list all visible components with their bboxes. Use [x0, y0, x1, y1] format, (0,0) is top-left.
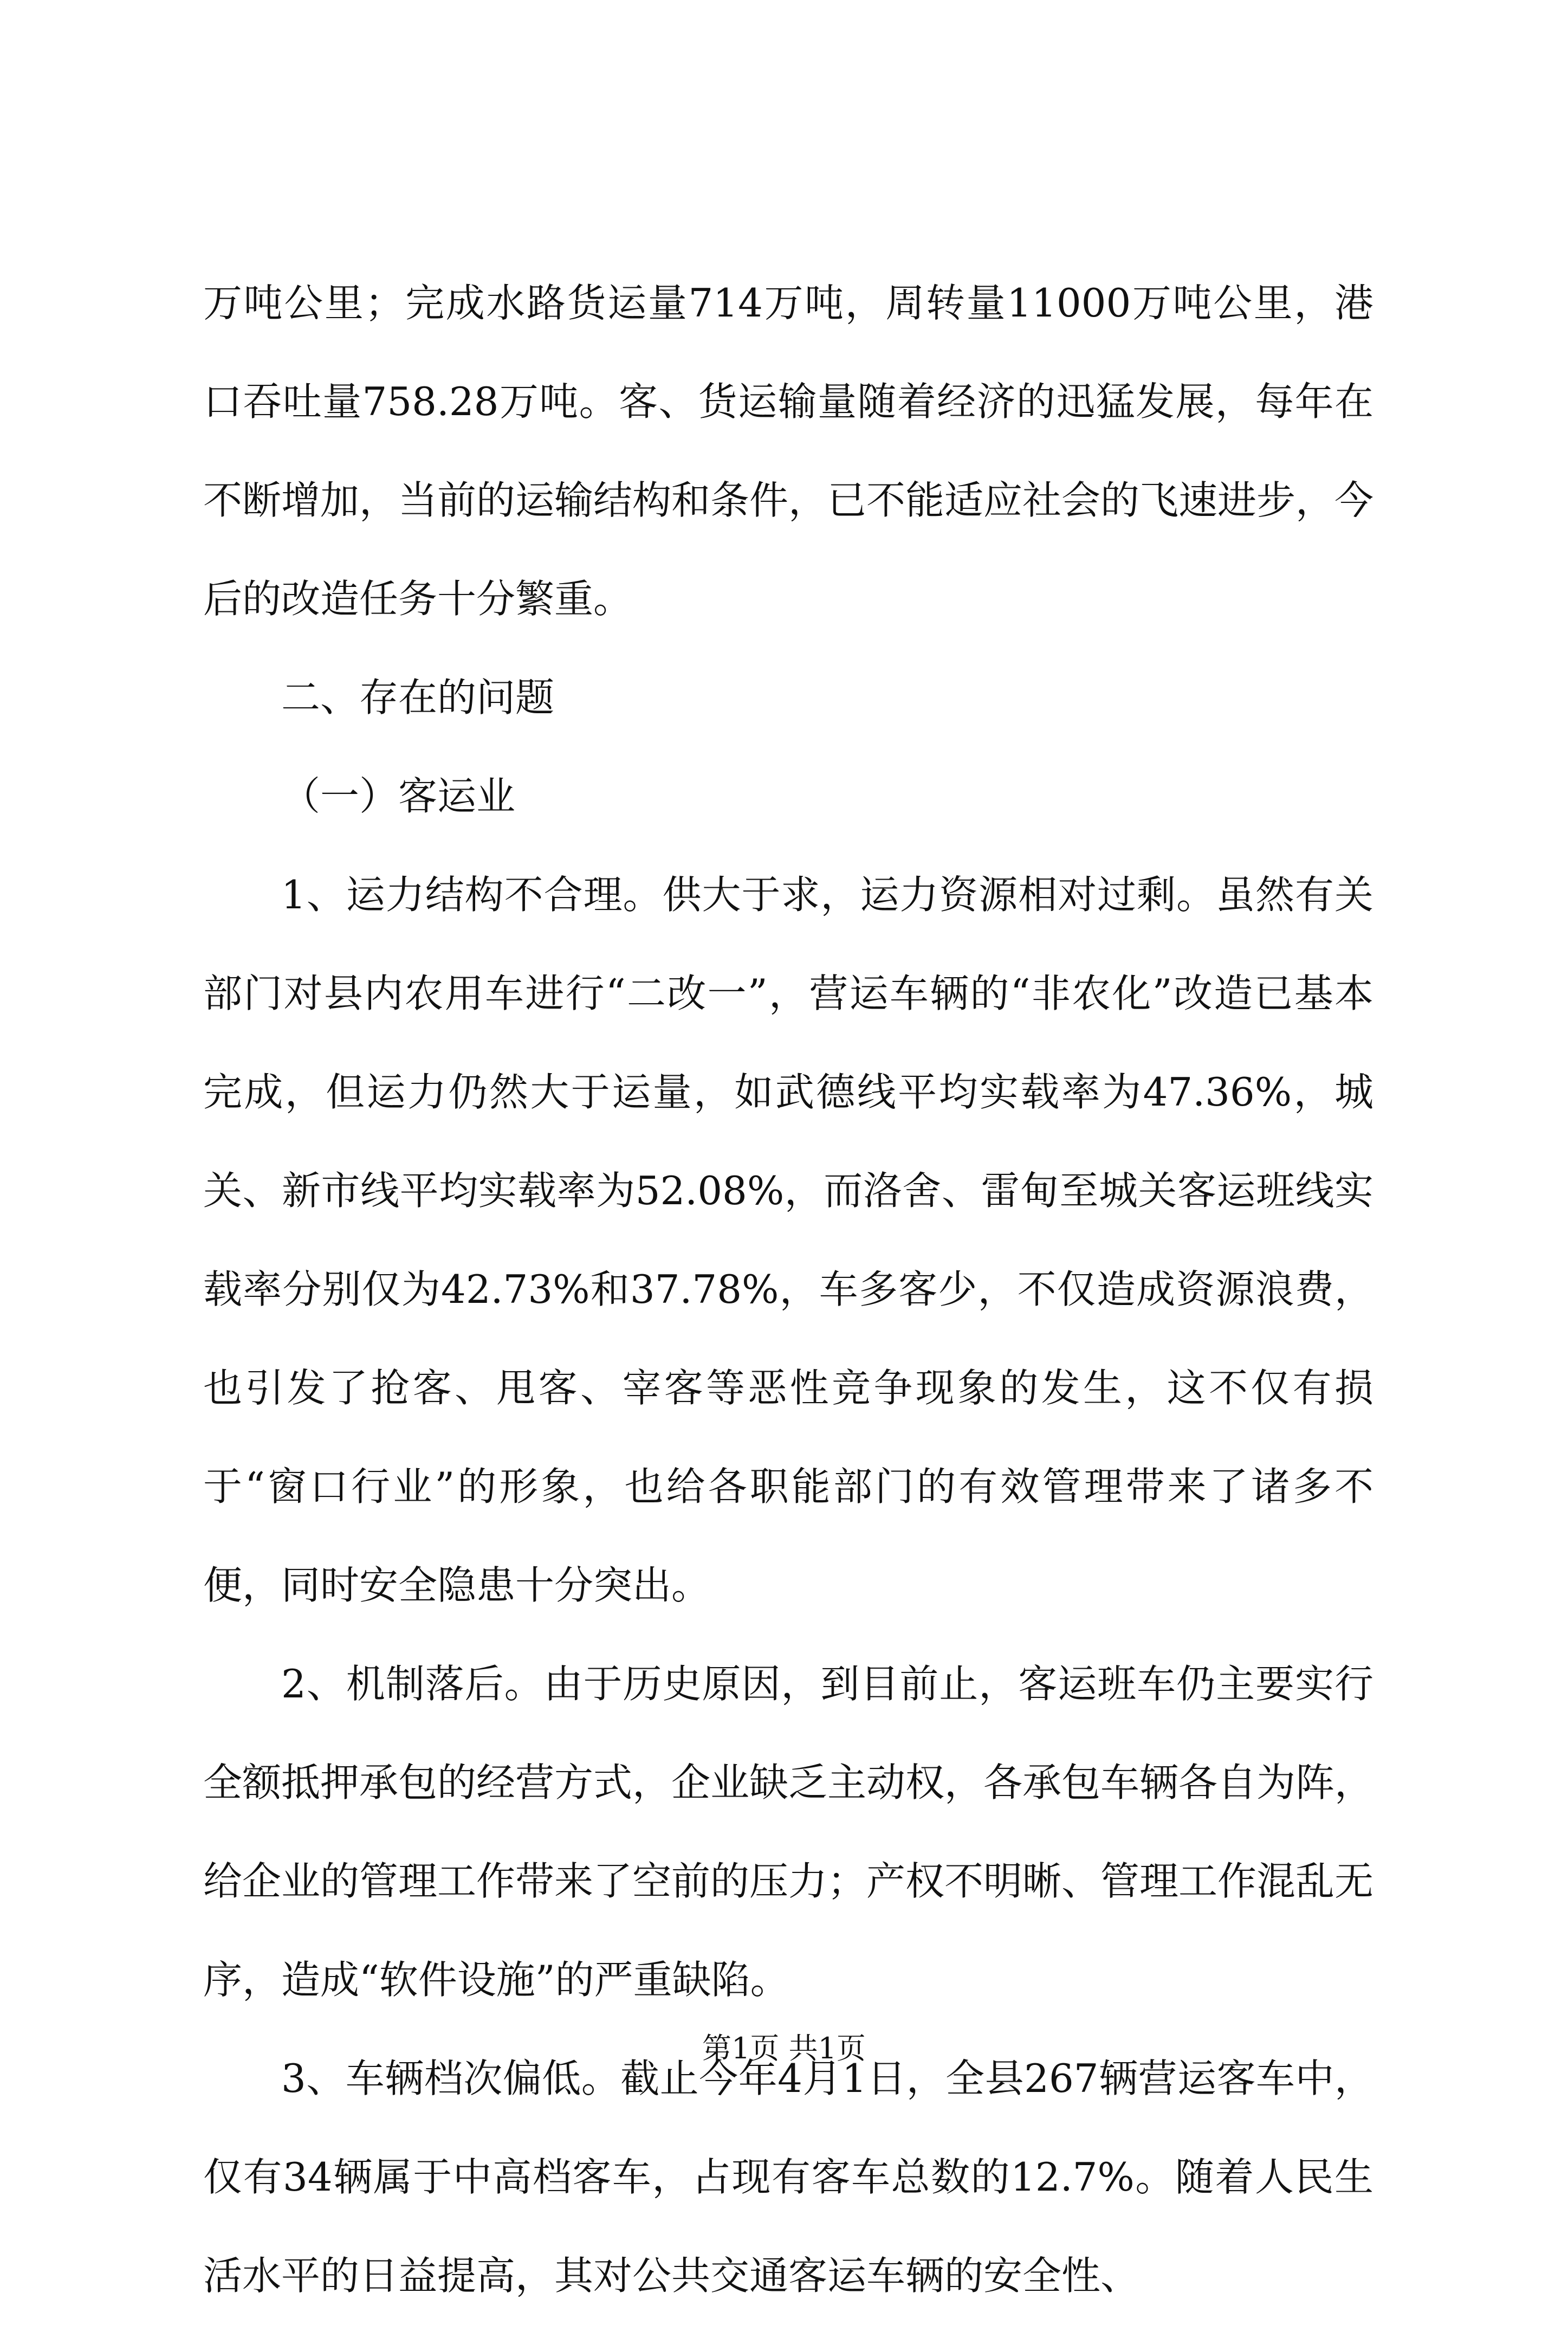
page-footer: 第1页 共1页 [702, 2031, 866, 2065]
paragraph-intro: 万吨公里；完成水路货运量714万吨，周转量11000万吨公里，港口吞吐量758.28万吨。客、货运输量随着经济的迅猛发展，每年在不断增加，当前的运输结构和条件，已不能适应社会的飞速进步，今后的改造任务十分繁重。 [203, 280, 1374, 622]
paragraph-capacity-structure: 1、运力结构不合理。供大于求，运力资源相对过剩。虽然有关部门对县内农用车进行“二改一”，营运车辆的“非农化”改造已基本完成，但运力仍然大于运量，如武德线平均实载率为47.36%，城关、新市线平均实载率为52.08%，而洛舍、雷甸至城关客运班线实载率分别仅为42.73%和37.78%，车多客少，不仅造成资源浪费，也引发了抢客、甩客、宰客等恶性竞争现象的发生，这不仅有损于“窗口行业”的形象，也给各职能部门的有效管理带来了诸多不便，同时安全隐患十分突出。 [203, 872, 1373, 1608]
subsection-heading-passenger-transport: （一）客运业 [281, 773, 516, 819]
paragraph-vehicle-grade: 3、车辆档次偏低。截止今年4月1日，全县267辆营运客车中，仅有34辆属于中高档客车，占现有客车总数的12.7%。随着人民生活水平的日益提高，其对公共交通客运车辆的安全性、 [203, 2056, 1373, 2298]
paragraph-mechanism: 2、机制落后。由于历史原因，到目前止，客运班车仍主要实行全额抵押承包的经营方式，企业缺乏主动权，各承包车辆各自为阵，给企业的管理工作带来了空前的压力；产权不明晰、管理工作混乱无序，造成“软件设施”的严重缺陷。 [203, 1661, 1374, 2003]
section-heading-problems: 二、存在的问题 [281, 675, 555, 720]
document-body [203, 254, 1373, 2325]
